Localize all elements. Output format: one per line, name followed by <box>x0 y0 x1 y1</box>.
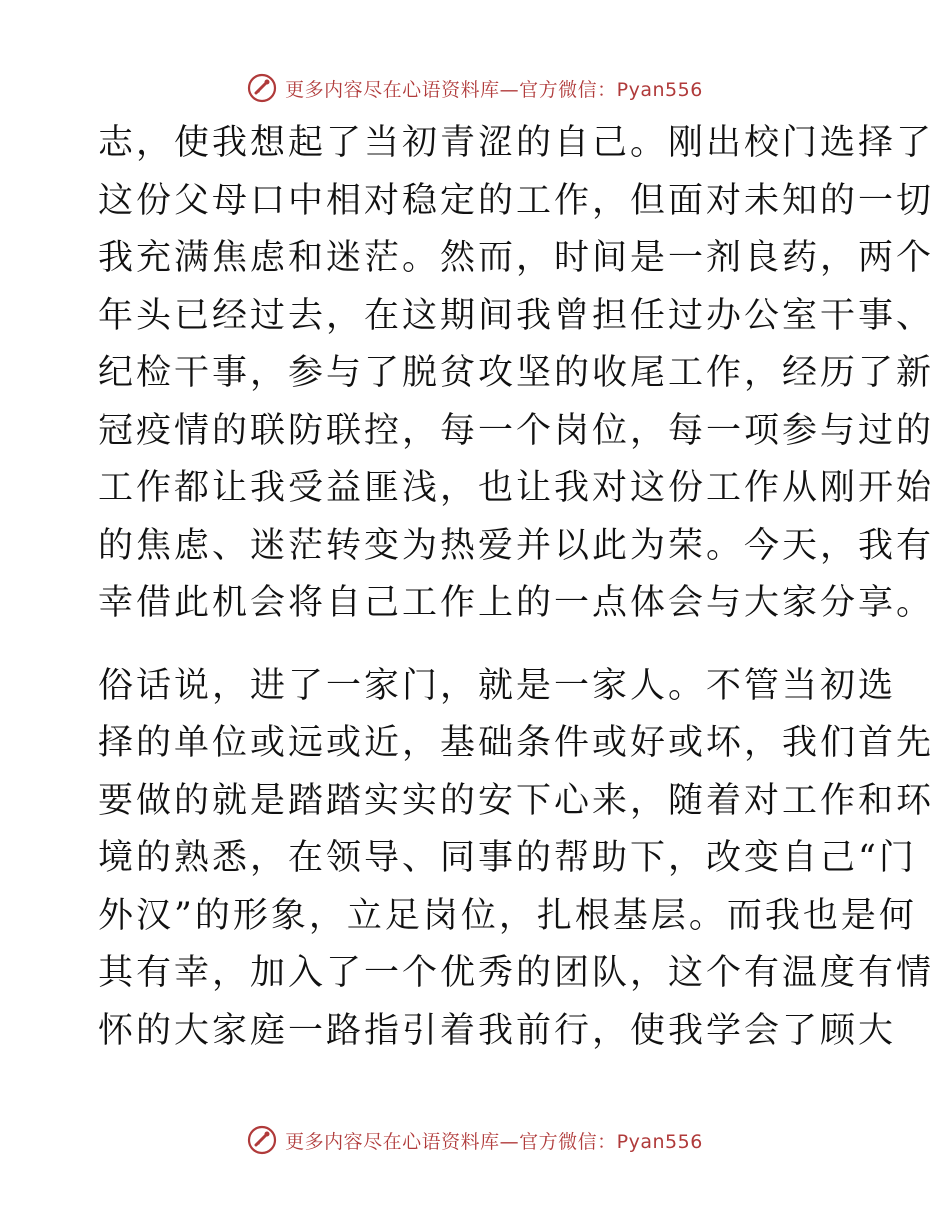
text-line: 志，使我想起了当初青涩的自己。刚出校门选择了 <box>98 123 935 163</box>
text-line: 择的单位或远或近，基础条件或好或坏，我们首先 <box>98 723 935 763</box>
text-line: 纪检干事，参与了脱贫攻坚的收尾工作，经历了新 <box>98 353 935 393</box>
text-line: 的焦虑、迷茫转变为热爱并以此为荣。今天，我有 <box>98 525 935 566</box>
document-body <box>98 115 935 1060</box>
text-line: 境的熟悉，在领导、同事的帮助下，改变自己“门 <box>98 838 917 878</box>
text-line: 其有幸，加入了一个优秀的团队，这个有温度有情 <box>98 953 935 993</box>
paragraph <box>98 658 935 1061</box>
brand-logo-icon <box>247 1125 277 1155</box>
header-banner-text: 更多内容尽在心语资料库—官方微信：Pyan556 <box>285 78 703 101</box>
brand-logo-icon <box>247 73 277 103</box>
footer-banner <box>0 1122 950 1158</box>
footer-banner-text: 更多内容尽在心语资料库—官方微信：Pyan556 <box>285 1130 703 1153</box>
paragraph-spacer <box>98 633 850 658</box>
text-line: 这份父母口中相对稳定的工作，但面对未知的一切 <box>98 180 935 221</box>
text-line: 怀的大家庭一路指引着我前行，使我学会了顾大 <box>98 1010 897 1051</box>
text-line: 外汉”的形象，立足岗位，扎根基层。而我也是何 <box>98 895 917 936</box>
text-line: 我充满焦虑和迷茫。然而，时间是一剂良药，两个 <box>98 238 935 278</box>
text-line: 俗话说，进了一家门，就是一家人。不管当初选 <box>98 665 897 706</box>
text-line: 工作都让我受益匪浅，也让我对这份工作从刚开始 <box>98 468 935 508</box>
text-line: 年头已经过去，在这期间我曾担任过办公室干事、 <box>98 295 935 336</box>
text-line: 要做的就是踏踏实实的安下心来，随着对工作和环 <box>98 780 935 821</box>
paragraph <box>98 115 935 633</box>
text-line: 幸借此机会将自己工作上的一点体会与大家分享。 <box>98 583 935 623</box>
header-banner <box>0 70 950 106</box>
text-line: 冠疫情的联防联控，每一个岗位，每一项参与过的 <box>98 410 935 451</box>
